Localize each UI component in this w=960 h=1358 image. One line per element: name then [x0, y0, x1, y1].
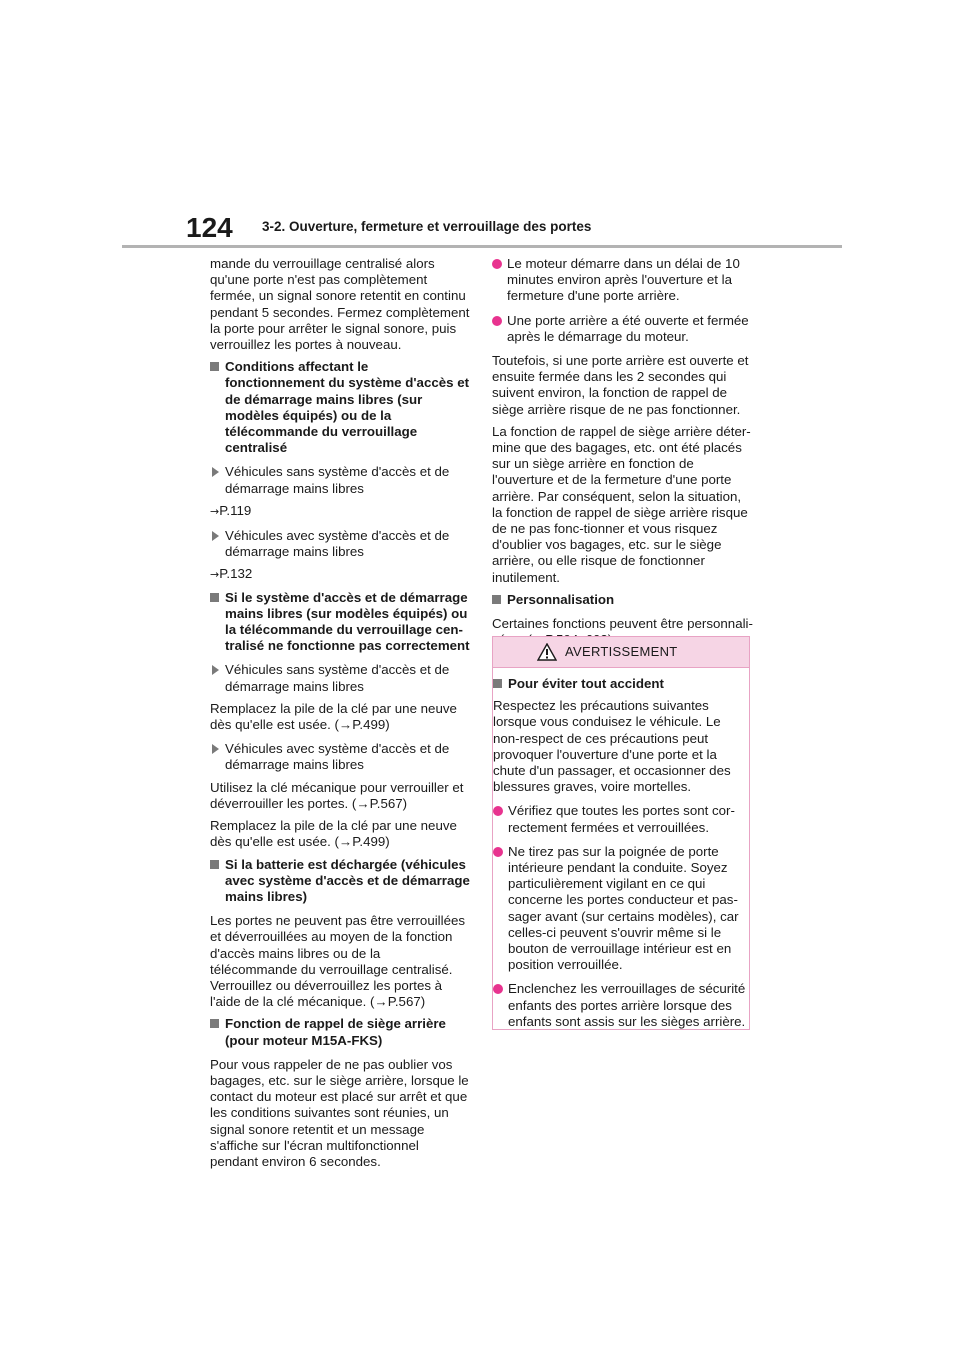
- square-bullet-icon: [210, 860, 219, 869]
- warning-heading: [493, 676, 749, 692]
- triangle-bullet-icon: [212, 744, 219, 754]
- header-rule: [122, 245, 842, 248]
- triangle-bullet-icon: [212, 665, 219, 675]
- heading-text: Conditions affectant le fonctionnement du système d'accès et de démarrage mains libres (sur modèles équipés) ou de la télécommande du verrouillage centralisé: [225, 359, 470, 456]
- list-item-text: Vérifiez que toutes les portes sont cor-rectement fermées et verrouillées.: [508, 803, 735, 835]
- round-bullet-icon: [493, 984, 503, 994]
- warning-body: [493, 668, 749, 1030]
- warning-title: AVERTISSEMENT: [565, 644, 678, 659]
- warning-box: [492, 636, 750, 1030]
- list-item: [493, 803, 749, 835]
- page-reference[interactable]: [210, 566, 470, 583]
- warning-triangle-icon: [537, 643, 557, 661]
- subheading: [210, 528, 470, 560]
- round-bullet-icon: [493, 847, 503, 857]
- heading-text: Fonction de rappel de siège arrière (pour moteur M15A-FKS): [225, 1016, 446, 1048]
- list-item: [492, 256, 754, 305]
- reference-text: P.132: [219, 566, 253, 582]
- heading-conditions: [210, 359, 470, 456]
- heading-malfunction: [210, 590, 470, 655]
- list-item-text: Enclenchez les verrouillages de sécurité enfants des portes arrière lorsque des enfants sont assis sur les sièges arrière.: [508, 981, 746, 1029]
- heading-battery: [210, 857, 470, 906]
- subheading: [210, 464, 470, 496]
- arrow-right-icon: →: [210, 504, 220, 518]
- intro-paragraph: mande du verrouillage centralisé alors qu'une porte n'est pas complètement fermée, un signal sonore retentit en continu pendant 5 secondes. Fermez complètement la porte pour arrêter le signal sonore, puis verrouillez les portes à nouveau.: [210, 256, 470, 353]
- round-bullet-icon: [492, 316, 502, 326]
- subheading-text: Véhicules avec système d'accès et de démarrage mains libres: [225, 741, 450, 773]
- subheading-text: Véhicules avec système d'accès et de démarrage mains libres: [225, 528, 450, 560]
- subheading: [210, 741, 470, 773]
- heading-text: Si le système d'accès et de démarrage mains libres (sur modèles équipés) ou la télécommande du verrouillage cen-tralisé ne fonctionne pas correctement: [225, 589, 470, 654]
- page-reference[interactable]: [210, 503, 470, 520]
- list-item-text: Ne tirez pas sur la poignée de porte intérieure pendant la conduite. Soyez particulièrement vigilant en ce qui concerne les portes conducteur et pas-sager avant (sur certains modèles), car celles-ci peuvent s'ouvrir même si le bouton de verrouillage intérieur est en position verrouillée.: [508, 843, 739, 973]
- heading-customization: [492, 592, 754, 608]
- square-bullet-icon: [210, 362, 219, 371]
- square-bullet-icon: [493, 679, 502, 688]
- paragraph: Remplacez la pile de la clé par une neuve dès qu'elle est usée. (→P.499): [210, 700, 457, 733]
- right-column: [492, 256, 754, 654]
- left-column: [210, 256, 470, 1176]
- triangle-bullet-icon: [212, 531, 219, 541]
- paragraph: Remplacez la pile de la clé par une neuve dès qu'elle est usée. (→P.499): [210, 818, 457, 850]
- paragraph: Pour vous rappeler de ne pas oublier vos bagages, etc. sur le siège arrière, lorsque le contact du moteur est placé sur arrêt et que les conditions suivantes sont réunies, un signal sonore retentit et un message s'affiche sur l'écran multifonctionnel pendant environ 6 secondes.: [210, 1056, 469, 1169]
- paragraph: Toutefois, si une porte arrière est ouverte et ensuite fermée dans les 2 secondes qui suivent environ, la fonction de rappel de siège arrière risque de ne pas fonctionner.: [492, 353, 749, 417]
- paragraph: La fonction de rappel de siège arrière déter-mine que des bagages, etc. ont été placés sur un siège arrière en fonction de l'ouverture et de la fermeture d'une porte arrière. Par conséquent, selon la situation, la fonction de rappel de siège arrière risque de ne pas fonc-tionner et vous risquez d'oublier vos bagages, etc. sur le siège arrière, ou elle risque de fonctionner inutilement.: [492, 423, 751, 585]
- warning-intro: Respectez les précautions suivantes lorsque vous conduisez le véhicule. Le non-respect de ces précautions peut provoquer l'ouverture d'une porte et la chute d'un passager, et occasionner des blessures graves, voire mortelles.: [493, 698, 731, 795]
- paragraph: Utilisez la clé mécanique pour verrouiller et déverrouiller les portes. (→P.567): [210, 779, 464, 811]
- heading-rear-seat-reminder: [210, 1016, 470, 1048]
- square-bullet-icon: [210, 1019, 219, 1028]
- list-item-text: Une porte arrière a été ouverte et fermée après le démarrage du moteur.: [507, 312, 749, 344]
- list-item-text: Le moteur démarre dans un délai de 10 minutes environ après l'ouverture et la fermeture d'une porte arrière.: [507, 256, 740, 304]
- reference-text: P.119: [219, 502, 252, 518]
- triangle-bullet-icon: [212, 467, 219, 477]
- round-bullet-icon: [492, 259, 502, 269]
- round-bullet-icon: [493, 806, 503, 816]
- heading-text: Si la batterie est déchargée (véhicules avec système d'accès et de démarrage mains libres): [225, 856, 470, 904]
- list-item: [492, 313, 754, 345]
- page-number: 124: [186, 212, 233, 243]
- page-header: [0, 0, 960, 250]
- heading-text: Pour éviter tout accident: [508, 676, 664, 691]
- heading-text: Personnalisation: [507, 591, 615, 607]
- subheading: [210, 662, 470, 694]
- paragraph: Les portes ne peuvent pas être verrouillées et déverrouillées au moyen de la fonction d'accès mains libres ou de la télécommande du verrouillage centralisé. Verrouillez ou déverrouillez les portes à l'aide de la clé mécanique. (→P.567): [210, 913, 466, 1010]
- arrow-right-icon: →: [210, 568, 220, 582]
- subheading-text: Véhicules sans système d'accès et de démarrage mains libres: [225, 662, 450, 694]
- section-title: 3-2. Ouverture, fermeture et verrouillage des portes: [262, 219, 592, 234]
- warning-header: [493, 637, 749, 668]
- square-bullet-icon: [492, 595, 501, 604]
- list-item: [493, 844, 749, 974]
- list-item: [493, 981, 749, 1030]
- paragraph: Certaines fonctions peuvent être personnali-: [492, 616, 753, 632]
- subheading-text: Véhicules sans système d'accès et de démarrage mains libres: [225, 464, 450, 496]
- square-bullet-icon: [210, 593, 219, 602]
